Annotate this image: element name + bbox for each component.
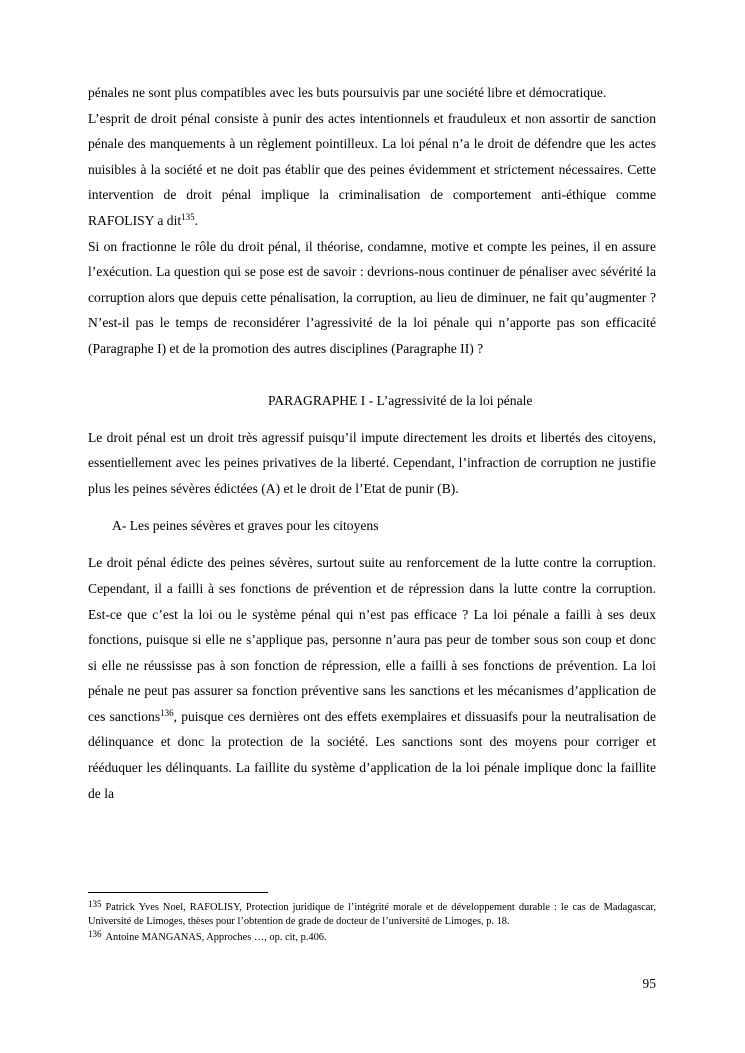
paragraph-5-end: , puisque ces dernières ont des effets exemplaires et dissuasifs pour la neutralisation de délinquance et donc la protection de la société. Les sanctions sont des moyens pour corriger et rééduquer les délinquants. La faillite du système d’application de la loi pénale implique donc la faillite de la [88,708,656,801]
subsection-heading: A- Les peines sévères et graves pour les citoyens [112,518,379,534]
paragraph-2-text: L’esprit de droit pénal consiste à punir des actes intentionnels et frauduleux et non assortir de sanction pénale des manquements à un règlement pointilleux. La loi pénal n’a le droit de défendre que les actes nuisibles à la société et ne doit pas établir que des peines évidemment et strictement nécessaires. Cette intervention de droit pénal implique la criminalisation de comportement anti-éthique comme RAFOLISY a dit [88,110,656,228]
footnote-number: 135 [88,899,102,909]
footnote-divider [88,892,268,893]
footnote-text: Patrick Yves Noel, RAFOLISY, Protection juridique de l’intégrité morale et de développement durable : le cas de Madagascar, Université de Limoges, thèses pour l’obtention de grade de docteur de l’université de Limoges, p. 18. [88,902,656,927]
paragraph-4: Le droit pénal est un droit très agressif puisqu’il impute directement les droits et libertés des citoyens, essentiellement avec les peines privatives de la liberté. Cependant, l’infraction de corruption ne justifie plus les peines sévères édictées (A) et le droit de l’Etat de punir (B). [88,429,656,496]
page-body [88,80,656,806]
footnote-text: Antoine MANGANAS, Approches …, op. cit, p.406. [105,932,327,944]
paragraph-3: Si on fractionne le rôle du droit pénal, il théorise, condamne, motive et compte les peines, il en assure l’exécution. La question qui se pose est de savoir : devrions-nous continuer de pénaliser avec sévérité la corruption alors que depuis cette pénalisation, la corruption, au lieu de diminuer, ne fait qu’augmenter ? N’est-il pas le temps de reconsidérer l’agressivité de la loi pénale qui n’apporte pas son efficacité (Paragraphe I) et de la promotion des autres disciplines (Paragraphe II) ? [88,238,656,356]
footnote-number: 136 [88,929,102,940]
paragraph-5-text: Le droit pénal édicte des peines sévères, surtout suite au renforcement de la lutte contre la corruption. Cependant, il a failli à ses fonctions de prévention et de répression dans la lutte contre la corruption. Est-ce que c’est la loi ou le système pénal qui n’est pas efficace ? La loi pénale a failli à ses deux fonctions, puisque si elle ne s’applique pas, personne n’aura pas peur de tomber sous son coup et donc si elle ne réussisse pas à son fonction de répression, elle a failli à ses fonctions de prévention. La loi pénale ne peut pas assurer sa fonction préventive sans les sanctions et les mécanismes d’application de ces sanctions [88,555,656,724]
section-heading: PARAGRAPHE I - L’agressivité de la loi pénale [268,392,533,408]
footnotes [88,898,656,945]
paragraph-1: pénales ne sont plus compatibles avec les buts poursuivis par une société libre et démocratique. [88,85,607,100]
paragraph-2 [88,106,656,234]
footnote-135 [88,898,656,928]
footnote-ref-135[interactable]: 135 [181,211,195,222]
footnote-ref-136[interactable]: 136 [160,707,174,718]
page-number: 95 [642,976,656,991]
paragraph-2-end: . [194,212,199,228]
paragraph-5 [88,550,656,806]
footnote-136 [88,928,656,945]
